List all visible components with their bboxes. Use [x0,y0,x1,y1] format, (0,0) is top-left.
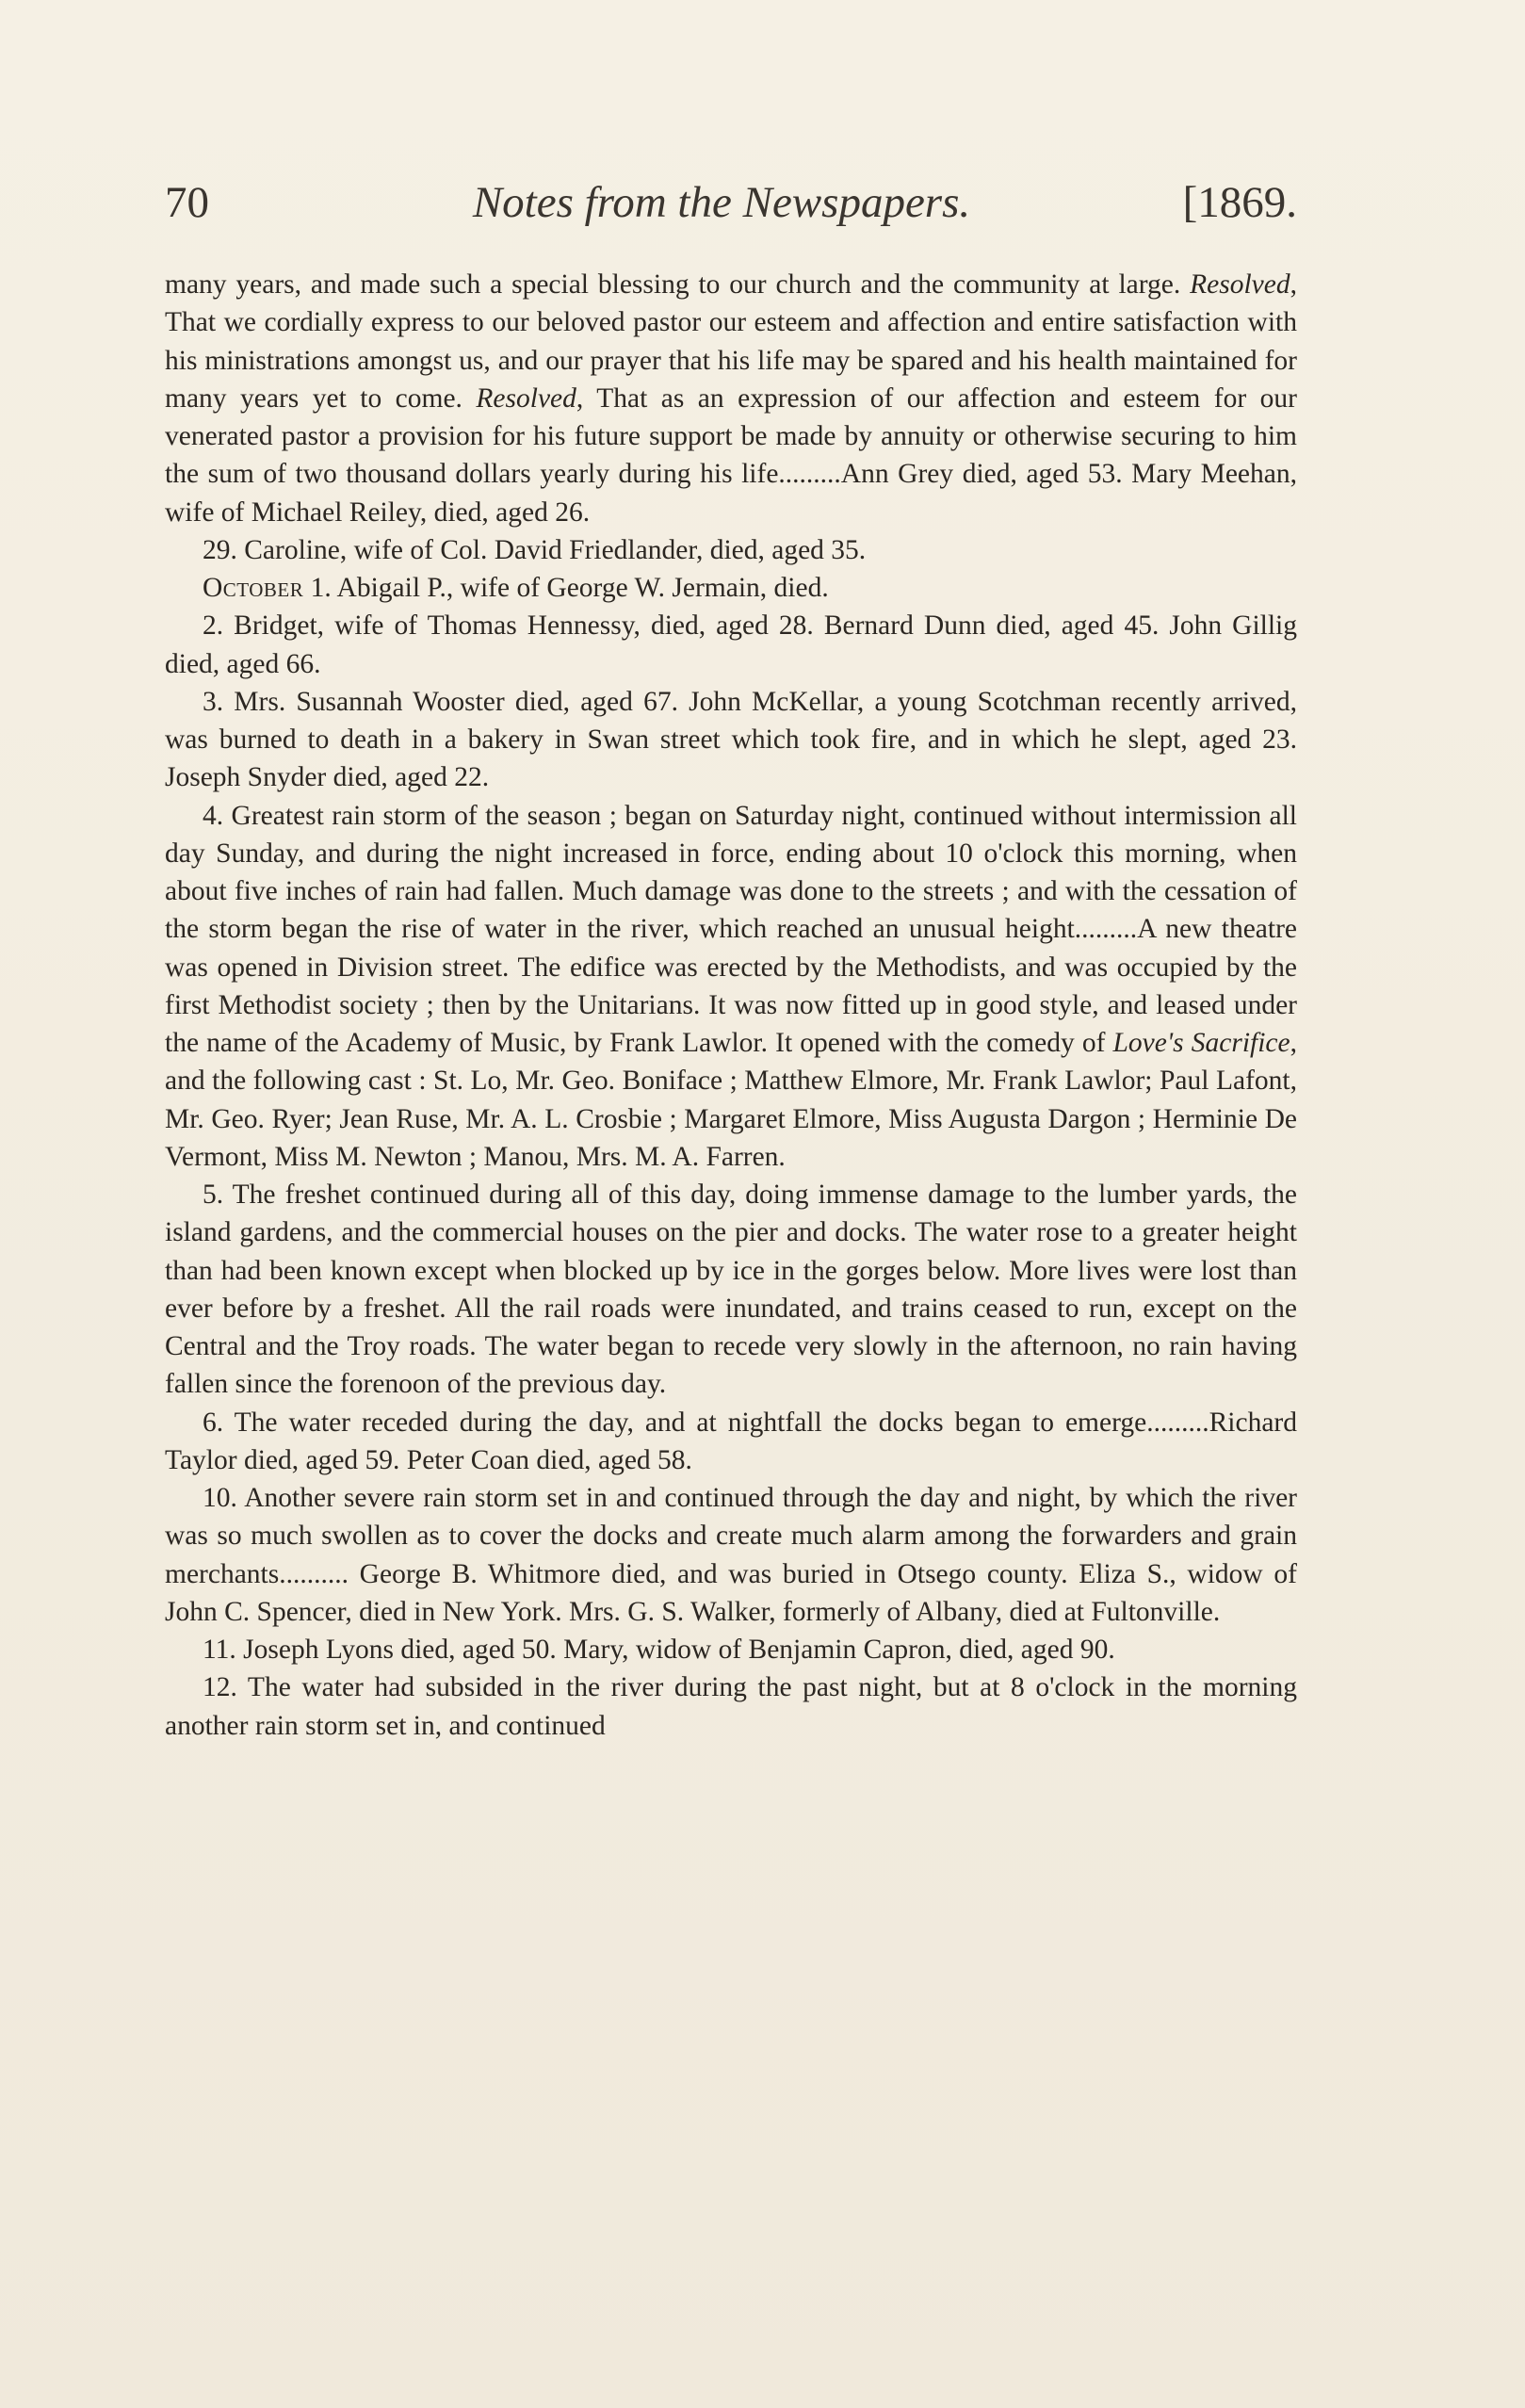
paragraph-text: , and the following cast : St. Lo, Mr. Geo. Boniface ; Matthew Elmore, Mr. Frank Lawlor; Paul Lafont, Mr. Geo. Ryer; Jean Ruse, Mr. A. L. Crosbie ; Margaret Elmore, Miss Augusta Dargon ; Herminie De Vermont, Miss M. Newton ; Manou, Mrs. M. A. Farren. [165,1028,1297,1172]
paragraph-text: 3. Mrs. Susannah Wooster died, aged 67. John McKellar, a young Scotchman recently arrived, was burned to death in a bakery in Swan street which took fire, and in which he slept, aged 23. Joseph Snyder died, aged 22. [165,686,1297,793]
paragraph-text: many years, and made such a special blessing to our church and the community at large. [165,269,1191,300]
body-text [165,266,1297,1745]
paragraph-text: 12. The water had subsided in the river during the past night, but at 8 o'clock in the morning another rain storm set in, and continued [165,1672,1297,1741]
paragraph-text: 11. Joseph Lyons died, aged 50. Mary, widow of Benjamin Capron, died, aged 90. [203,1635,1115,1665]
page-header [165,177,1297,234]
paragraph-text: 4. Greatest rain storm of the season ; began on Saturday night, continued without intermission all day Sunday, and during the night increased in force, ending about 10 o'clock this morning, when about five inches of rain had fallen. Much damage was done to the streets ; and with the cessation of the storm began the rise of water in the river, which reached an unusual height.........A new theatre was opened in Division street. The edifice was erected by the Methodists, and was occupied by the first Methodist society ; then by the Unitarians. It was now fitted up in good style, and leased under the name of the Academy of Music, by Frank Lawlor. It opened with the comedy of [165,800,1297,1058]
paragraph [165,1631,1297,1668]
paragraph-text: 5. The freshet continued during all of this day, doing immense damage to the lumber yards, the island gardens, and the commercial houses on the pier and docks. The water rose to a greater height than had been known except when blocked up by ice in the gorges below. More lives were lost than ever before by a freshet. All the rail roads were inundated, and trains ceased to run, except on the Central and the Troy roads. The water began to recede very slowly in the afternoon, no rain having fallen since the forenoon of the previous day. [165,1180,1297,1400]
running-title: Notes from the Newspapers. [472,178,971,227]
paragraph-text: , That we cordially express to our beloved pastor our esteem and affection and entire satisfaction with his ministrations amongst us, and our prayer that his life may be spared and his health maintained for many years yet to come. [165,269,1297,414]
paragraph-text: 10. Another severe rain storm set in and continued through the day and night, by which the river was so much swollen as to cover the docks and create much alarm among the forwarders and grain merchants.......... George B. Whitmore died, and was buried in Otsego county. Eliza S., widow of John C. Spencer, died in New York. Mrs. G. S. Walker, formerly of Albany, died at Fultonville. [165,1483,1297,1627]
italic-text: Love's Sacrifice [1112,1028,1290,1058]
paragraph [165,683,1297,797]
paragraph [165,569,1297,607]
paragraph [165,266,1297,531]
month-heading: October [203,573,304,603]
paragraph [165,531,1297,569]
paragraph-text: 2. Bridget, wife of Thomas Hennessy, died, aged 28. Bernard Dunn died, aged 45. John Gillig died, aged 66. [165,610,1297,679]
paragraph-text: 1. Abigail P., wife of George W. Jermain, died. [303,573,829,603]
paragraph [165,797,1297,1177]
header-year: [1869. [1182,178,1297,227]
paragraph [165,1404,1297,1480]
paragraph [165,1479,1297,1631]
italic-text: Resolved [1190,269,1290,300]
paragraph [165,1668,1297,1745]
paragraph [165,607,1297,683]
paragraph [165,1176,1297,1404]
paragraph-text: 6. The water receded during the day, and at nightfall the docks began to emerge.........Richard Taylor died, aged 59. Peter Coan died, aged 58. [165,1407,1297,1475]
paragraph-text: , That as an expression of our affection and esteem for our venerated pastor a provision for his future support be made by annuity or otherwise securing to him the sum of two thousand dollars yearly during his life.........Ann Grey died, aged 53. Mary Meehan, wife of Michael Reiley, died, aged 26. [165,382,1297,528]
italic-text: Resolved [476,382,576,414]
page-number: 70 [165,178,209,227]
paragraph-text: 29. Caroline, wife of Col. David Friedlander, died, aged 35. [203,534,867,565]
